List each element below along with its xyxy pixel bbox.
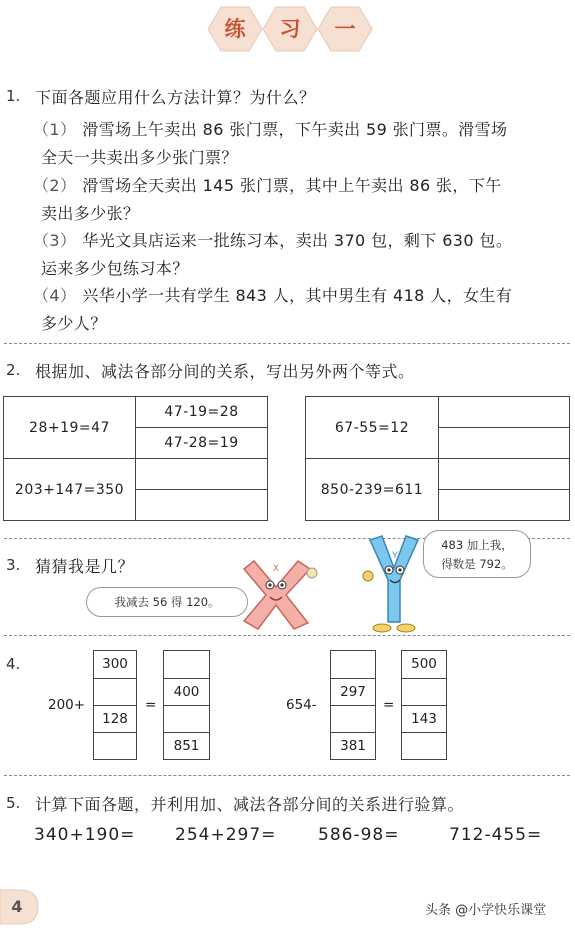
q1-item-1 [33,116,573,172]
header-char-1: 练 [224,17,246,41]
page-number-badge [0,888,42,926]
q1-item-4-line1: 兴华小学一共有学生 843 人，其中男生有 418 人，女生有 [82,286,513,305]
q5-calc-1: 340+190= [34,825,136,845]
q2-right-r1-a[interactable] [439,397,570,428]
q4-right-col1-cell-4: 381 [340,738,366,754]
q2-left-r1-a: 47-19=28 [136,397,268,428]
speech-bubble-right [423,530,531,578]
letter-y-label: Y [391,550,399,560]
q2-right-r1-b[interactable] [439,428,570,459]
q4-right-col2-cell-3: 143 [402,706,446,733]
letter-x-label: X [272,563,280,573]
q1-item-3 [33,227,573,283]
q2-table-right [305,396,570,521]
q4-left-col2-cell-2: 400 [164,679,209,706]
speech-bubble-left: 我减去 56 得 120。 [86,587,248,617]
q5-calc-4: 712-455= [449,825,543,845]
q5-text: 计算下面各题，并利用加、减法各部分间的关系进行验算。 [35,795,465,814]
watermark: 头条 @小学快乐课堂 [425,903,547,918]
q4-right-prefix: 654- [286,697,317,713]
q1-item-1-num: （1） [33,120,77,139]
header-hex-2 [262,5,318,53]
q2-text: 根据加、减法各部分间的关系，写出另外两个等式。 [35,362,415,381]
page-number: 4 [11,897,23,916]
speech-bubble-right-line1: 483 加上我， [441,538,513,552]
q1-item-2 [33,172,573,228]
q2-right-r2-a[interactable] [439,459,570,490]
q4-left-col1-cell-1: 300 [94,651,136,679]
q2-number: 2. [6,361,21,379]
q1-item-2-line2: 卖出多少张？ [41,204,140,223]
q4-left-col2-cell-4: 851 [173,738,200,754]
header-hex-3 [317,5,373,53]
q1-item-2-num: （2） [33,176,77,195]
q4-right-col2-cell-1: 500 [402,651,446,679]
q5-number: 5. [6,794,21,812]
speech-bubble-right-line2: 得数是 792。 [441,557,513,571]
q1-item-1-line2: 全天一共卖出多少张门票？ [41,148,238,167]
q2-left-r2-a [136,459,268,490]
q4-left-col2-cell-1[interactable] [164,651,209,679]
q2-right-r1-main: 67-55=12 [306,397,439,459]
header-char-2: 习 [279,17,301,41]
q4-right-col2-cell-4[interactable] [402,733,446,760]
q4-left-prefix: 200+ [48,697,86,713]
q4-left-column-1 [93,650,137,760]
q4-right-column-2 [401,650,447,760]
q5-calc-2: 254+297= [175,825,277,845]
q1-item-4 [33,282,573,338]
q2-right-r2-main: 850-239=611 [306,459,439,521]
q4-right-col1-cell-2: 297 [331,679,375,706]
q1-number: 1. [6,87,21,105]
q4-right-col1-cell-3[interactable] [331,706,375,733]
q1-item-2-line1: 滑雪场全天卖出 145 张门票，其中上午卖出 86 张，下午 [82,176,502,195]
letter-x-character [232,553,322,633]
q2-table-left [3,396,268,521]
q4-left-equals: = [145,697,157,713]
q4-right-col1-cell-1[interactable] [331,651,375,679]
divider-4 [4,775,570,776]
q1-item-3-line1: 华光文具店运来一批练习本，卖出 370 包，剩下 630 包。 [82,231,513,250]
q4-left-col2-cell-3[interactable] [164,706,209,733]
q2-left-r2-main: 203+147=350 [4,459,136,521]
q2-left-r1-main: 28+19=47 [4,397,136,459]
q1-item-3-num: （3） [33,231,77,250]
q2-left-r1-b: 47-28=19 [136,428,268,459]
q4-left-col1-cell-3: 128 [94,706,136,733]
q4-left-column-2 [163,650,210,760]
q2-right-r2-b[interactable] [439,490,570,521]
header-hex-1 [207,5,263,53]
q3-text: 猜猜我是几？ [35,557,135,576]
q1-text: 下面各题应用什么方法计算？为什么？ [35,88,316,107]
q3-number: 3. [6,556,21,574]
q1-item-4-line2: 多少人？ [41,314,107,333]
q4-right-column-1 [330,650,376,760]
q4-right-equals: = [383,697,395,713]
q1-item-1-line1: 滑雪场上午卖出 86 张门票，下午卖出 59 张门票。滑雪场 [82,120,508,139]
letter-y-character [360,530,430,635]
header-char-3: 一 [334,17,356,41]
q4-right-col2-cell-2[interactable] [402,679,446,706]
q5-calc-3: 586-98= [318,825,400,845]
q4-left-col1-cell-2[interactable] [94,679,136,706]
q1-item-4-num: （4） [33,286,77,305]
q4-number: 4. [6,655,21,673]
q4-left-col1-cell-4[interactable] [94,733,136,760]
divider-3 [4,635,570,636]
q1-item-3-line2: 运来多少包练习本？ [41,259,189,278]
divider-1 [4,343,570,344]
q2-left-r2-b[interactable] [136,490,268,521]
